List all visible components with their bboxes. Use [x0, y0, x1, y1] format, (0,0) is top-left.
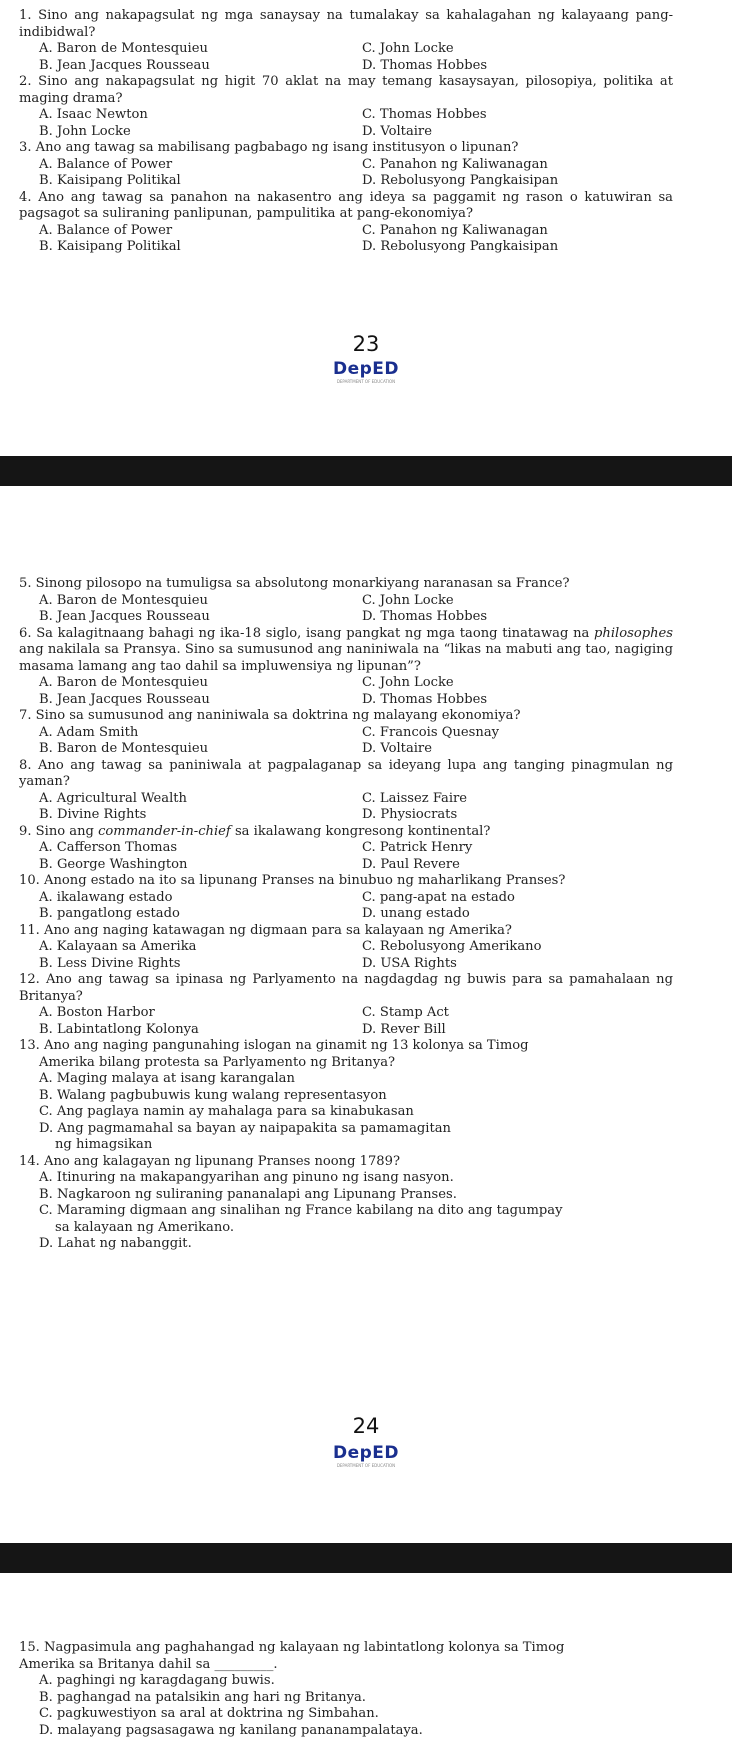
- question-8: [19, 758, 673, 824]
- option-d[interactable]: D. Physiocrats: [362, 807, 458, 822]
- question-options: [19, 1170, 673, 1253]
- question-text: 4. Ano ang tawag sa panahon na nakasentro ang ideya sa paggamit ng rason o katuwiran sa pagsagot sa suliraning panlipunan, pampulitika at pang-ekonomiya?: [19, 189, 673, 221]
- question-text: [19, 626, 673, 676]
- option-c[interactable]: C. Panahon ng Kaliwanagan: [362, 222, 548, 238]
- option-a[interactable]: A. ikalawang estado: [39, 889, 173, 905]
- question-options: [19, 675, 673, 708]
- page-23-content: [19, 8, 673, 256]
- question-text: [19, 824, 673, 841]
- option-a[interactable]: A. Kalayaan sa Amerika: [39, 939, 197, 954]
- logo-tagline: DEPARTMENT OF EDUCATION: [336, 379, 396, 384]
- option-c[interactable]: C. Panahon ng Kaliwanagan: [362, 156, 548, 172]
- question-9: [19, 824, 673, 874]
- option-a[interactable]: A. Balance of Power: [39, 222, 173, 238]
- question-11: [19, 923, 673, 973]
- logo-text: DepED: [332, 359, 400, 379]
- question-options: [19, 725, 673, 758]
- option-d[interactable]: D. USA Rights: [362, 955, 457, 971]
- page-separator: [0, 1543, 732, 1573]
- option-c[interactable]: C. John Locke: [362, 41, 454, 56]
- question-4: [19, 190, 673, 256]
- page-number: 23: [352, 332, 380, 356]
- option-d[interactable]: D. unang estado: [362, 906, 470, 921]
- question-options: [19, 1673, 673, 1739]
- question-text-line: 15. Nagpasimula ang paghahangad ng kalayaan ng labintatlong kolonya sa Timog: [19, 1640, 565, 1655]
- text-part: ang nakilala sa Pransya. Sino sa sumusunod ang naniniwala na “likas na mabuti ang tao, nagiging masama lamang ang tao dahil sa impluwensiya ng lipunan”?: [19, 642, 673, 674]
- option-b[interactable]: B. John Locke: [39, 123, 131, 139]
- option-b[interactable]: B. Jean Jacques Rousseau: [39, 57, 210, 73]
- question-text: 10. Anong estado na ito sa lipunang Pranses na binubuo ng maharlikang Pranses?: [19, 873, 566, 888]
- question-14: [19, 1154, 673, 1253]
- option-a[interactable]: A. Adam Smith: [39, 724, 139, 740]
- option-d[interactable]: D. malayang pagsasagawa ng kanilang pananampalataya.: [39, 1722, 423, 1738]
- question-options: [19, 107, 673, 140]
- question-text: 12. Ano ang tawag sa ipinasa ng Parlyamento na nagdagdag ng buwis para sa pamahalaan ng Britanya?: [19, 972, 673, 1004]
- option-c[interactable]: C. Thomas Hobbes: [362, 107, 487, 122]
- option-c[interactable]: C. John Locke: [362, 592, 454, 608]
- page-number: 24: [352, 1414, 380, 1438]
- option-a[interactable]: A. Isaac Newton: [39, 107, 148, 122]
- question-options: [19, 223, 673, 256]
- option-a[interactable]: A. Maging malaya at isang karangalan: [39, 1071, 295, 1086]
- question-options: [19, 157, 673, 190]
- question-text-line: 13. Ano ang naging pangunahing islogan na ginamit ng 13 kolonya sa Timog: [19, 1038, 529, 1053]
- option-a[interactable]: A. Baron de Montesquieu: [39, 675, 208, 690]
- question-text: 3. Ano ang tawag sa mabilisang pagbabago ng isang institusyon o lipunan?: [19, 140, 519, 155]
- text-part: 6. Sa kalagitnaang bahagi ng ika-18 siglo, isang pangkat ng mga taong tinatawag na: [19, 625, 595, 641]
- question-text-line: Amerika bilang protesta sa Parlyamento ng Britanya?: [39, 1054, 396, 1070]
- option-b[interactable]: B. Less Divine Rights: [39, 955, 181, 971]
- question-options: [19, 890, 673, 923]
- page-25-content: [19, 1640, 673, 1739]
- option-b[interactable]: B. Baron de Montesquieu: [39, 741, 209, 756]
- question-text: 14. Ano ang kalagayan ng lipunang Pranses noong 1789?: [19, 1153, 400, 1169]
- option-a[interactable]: A. paghingi ng karagdagang buwis.: [39, 1673, 275, 1688]
- logo-text: DepED: [332, 1443, 400, 1463]
- question-text: 5. Sinong pilosopo na tumuligsa sa absolutong monarkiyang naranasan sa France?: [19, 576, 570, 591]
- option-a[interactable]: A. Cafferson Thomas: [39, 840, 178, 855]
- text-part: 9. Sino ang: [19, 823, 99, 839]
- option-d[interactable]: D. Ang pagmamahal sa bayan ay naipapakita sa pamamagitan: [39, 1120, 451, 1136]
- option-c[interactable]: C. Maraming digmaan ang sinalihan ng France kabilang na dito ang tagumpay: [39, 1203, 563, 1218]
- question-2: [19, 74, 673, 140]
- deped-logo: [0, 1443, 732, 1468]
- option-c[interactable]: C. Francois Quesnay: [362, 724, 500, 740]
- option-b[interactable]: B. pangatlong estado: [39, 906, 180, 921]
- italic-term: commander-in-chief: [98, 823, 231, 839]
- question-1: [19, 8, 673, 74]
- option-b[interactable]: B. Walang pagbubuwis kung walang representasyon: [39, 1087, 387, 1103]
- option-a[interactable]: A. Agricultural Wealth: [39, 790, 187, 806]
- question-7: [19, 708, 673, 758]
- italic-term: philosophes: [594, 625, 673, 641]
- option-d[interactable]: D. Rebolusyong Pangkaisipan: [362, 173, 559, 188]
- option-c-continued[interactable]: sa kalayaan ng Amerikano.: [55, 1219, 235, 1235]
- option-c[interactable]: C. Patrick Henry: [362, 840, 473, 855]
- option-b[interactable]: B. George Washington: [39, 856, 188, 872]
- option-b[interactable]: B. Divine Rights: [39, 807, 147, 822]
- option-d-continued[interactable]: ng himagsikan: [55, 1137, 153, 1152]
- question-15: [19, 1640, 673, 1739]
- option-d[interactable]: D. Voltaire: [362, 123, 432, 139]
- option-d[interactable]: D. Rebolusyong Pangkaisipan: [362, 239, 559, 254]
- option-a[interactable]: A. Boston Harbor: [39, 1005, 155, 1020]
- question-text: 7. Sino sa sumusunod ang naniniwala sa doktrina ng malayang ekonomiya?: [19, 708, 521, 723]
- question-options: [19, 840, 673, 873]
- option-b[interactable]: B. Nagkaroon ng suliraning pananalapi ang Lipunang Pranses.: [39, 1186, 457, 1202]
- option-c[interactable]: C. Stamp Act: [362, 1005, 449, 1020]
- question-text-line: Amerika sa Britanya dahil sa _________.: [19, 1656, 278, 1672]
- question-options: [19, 41, 673, 74]
- option-b[interactable]: B. Labintatlong Kolonya: [39, 1021, 199, 1037]
- question-10: [19, 873, 673, 923]
- option-b[interactable]: B. Kaisipang Politikal: [39, 239, 181, 254]
- option-c[interactable]: C. Laissez Faire: [362, 790, 468, 806]
- option-d[interactable]: D. Rever Bill: [362, 1021, 446, 1037]
- option-d[interactable]: D. Thomas Hobbes: [362, 57, 488, 73]
- question-options: [19, 1071, 673, 1154]
- logo-tagline: DEPARTMENT OF EDUCATION: [336, 1463, 396, 1468]
- question-options: [19, 791, 673, 824]
- question-options: [19, 939, 673, 972]
- option-a[interactable]: A. Balance of Power: [39, 156, 173, 172]
- question-3: [19, 140, 673, 190]
- question-options: [19, 593, 673, 626]
- question-13: [19, 1038, 673, 1154]
- question-text: 1. Sino ang nakapagsulat ng mga sanaysay na tumalakay sa kahalagahan ng kalayaang pang-indibidwal?: [19, 8, 673, 40]
- option-b[interactable]: B. Kaisipang Politikal: [39, 173, 181, 188]
- option-d[interactable]: D. Paul Revere: [362, 856, 460, 872]
- option-c[interactable]: C. John Locke: [362, 675, 454, 690]
- question-6: [19, 626, 673, 709]
- option-b[interactable]: B. Jean Jacques Rousseau: [39, 609, 210, 624]
- option-c[interactable]: C. pagkuwestiyon sa aral at doktrina ng Simbahan.: [39, 1706, 379, 1721]
- option-c[interactable]: C. pang-apat na estado: [362, 889, 515, 905]
- option-b[interactable]: B. paghangad na patalsikin ang hari ng Britanya.: [39, 1689, 366, 1705]
- question-options: [19, 1005, 673, 1038]
- option-d[interactable]: D. Lahat ng nabanggit.: [39, 1236, 192, 1251]
- option-b[interactable]: B. Jean Jacques Rousseau: [39, 691, 210, 707]
- question-text: 2. Sino ang nakapagsulat ng higit 70 aklat na may temang kasaysayan, pilosopiya, politika at maging drama?: [19, 74, 673, 106]
- question-12: [19, 972, 673, 1038]
- question-5: [19, 576, 673, 626]
- option-d[interactable]: D. Thomas Hobbes: [362, 609, 488, 624]
- question-text: 8. Ano ang tawag sa paniniwala at pagpalaganap sa ideyang lupa ang tanging pinagmulan ng yaman?: [19, 757, 673, 789]
- option-a[interactable]: A. Baron de Montesquieu: [39, 592, 208, 608]
- text-part: sa ikalawang kongresong kontinental?: [230, 823, 491, 839]
- option-d[interactable]: D. Thomas Hobbes: [362, 691, 488, 707]
- page-separator: [0, 456, 732, 486]
- option-a[interactable]: A. Itinuring na makapangyarihan ang pinuno ng isang nasyon.: [39, 1170, 454, 1185]
- question-text: 11. Ano ang naging katawagan ng digmaan para sa kalayaan ng Amerika?: [19, 922, 512, 938]
- option-a[interactable]: A. Baron de Montesquieu: [39, 41, 208, 56]
- deped-logo: [0, 359, 732, 384]
- option-c[interactable]: C. Rebolusyong Amerikano: [362, 939, 542, 954]
- page-24-content: [19, 576, 673, 1253]
- option-d[interactable]: D. Voltaire: [362, 741, 432, 756]
- option-c[interactable]: C. Ang paglaya namin ay mahalaga para sa kinabukasan: [39, 1104, 414, 1119]
